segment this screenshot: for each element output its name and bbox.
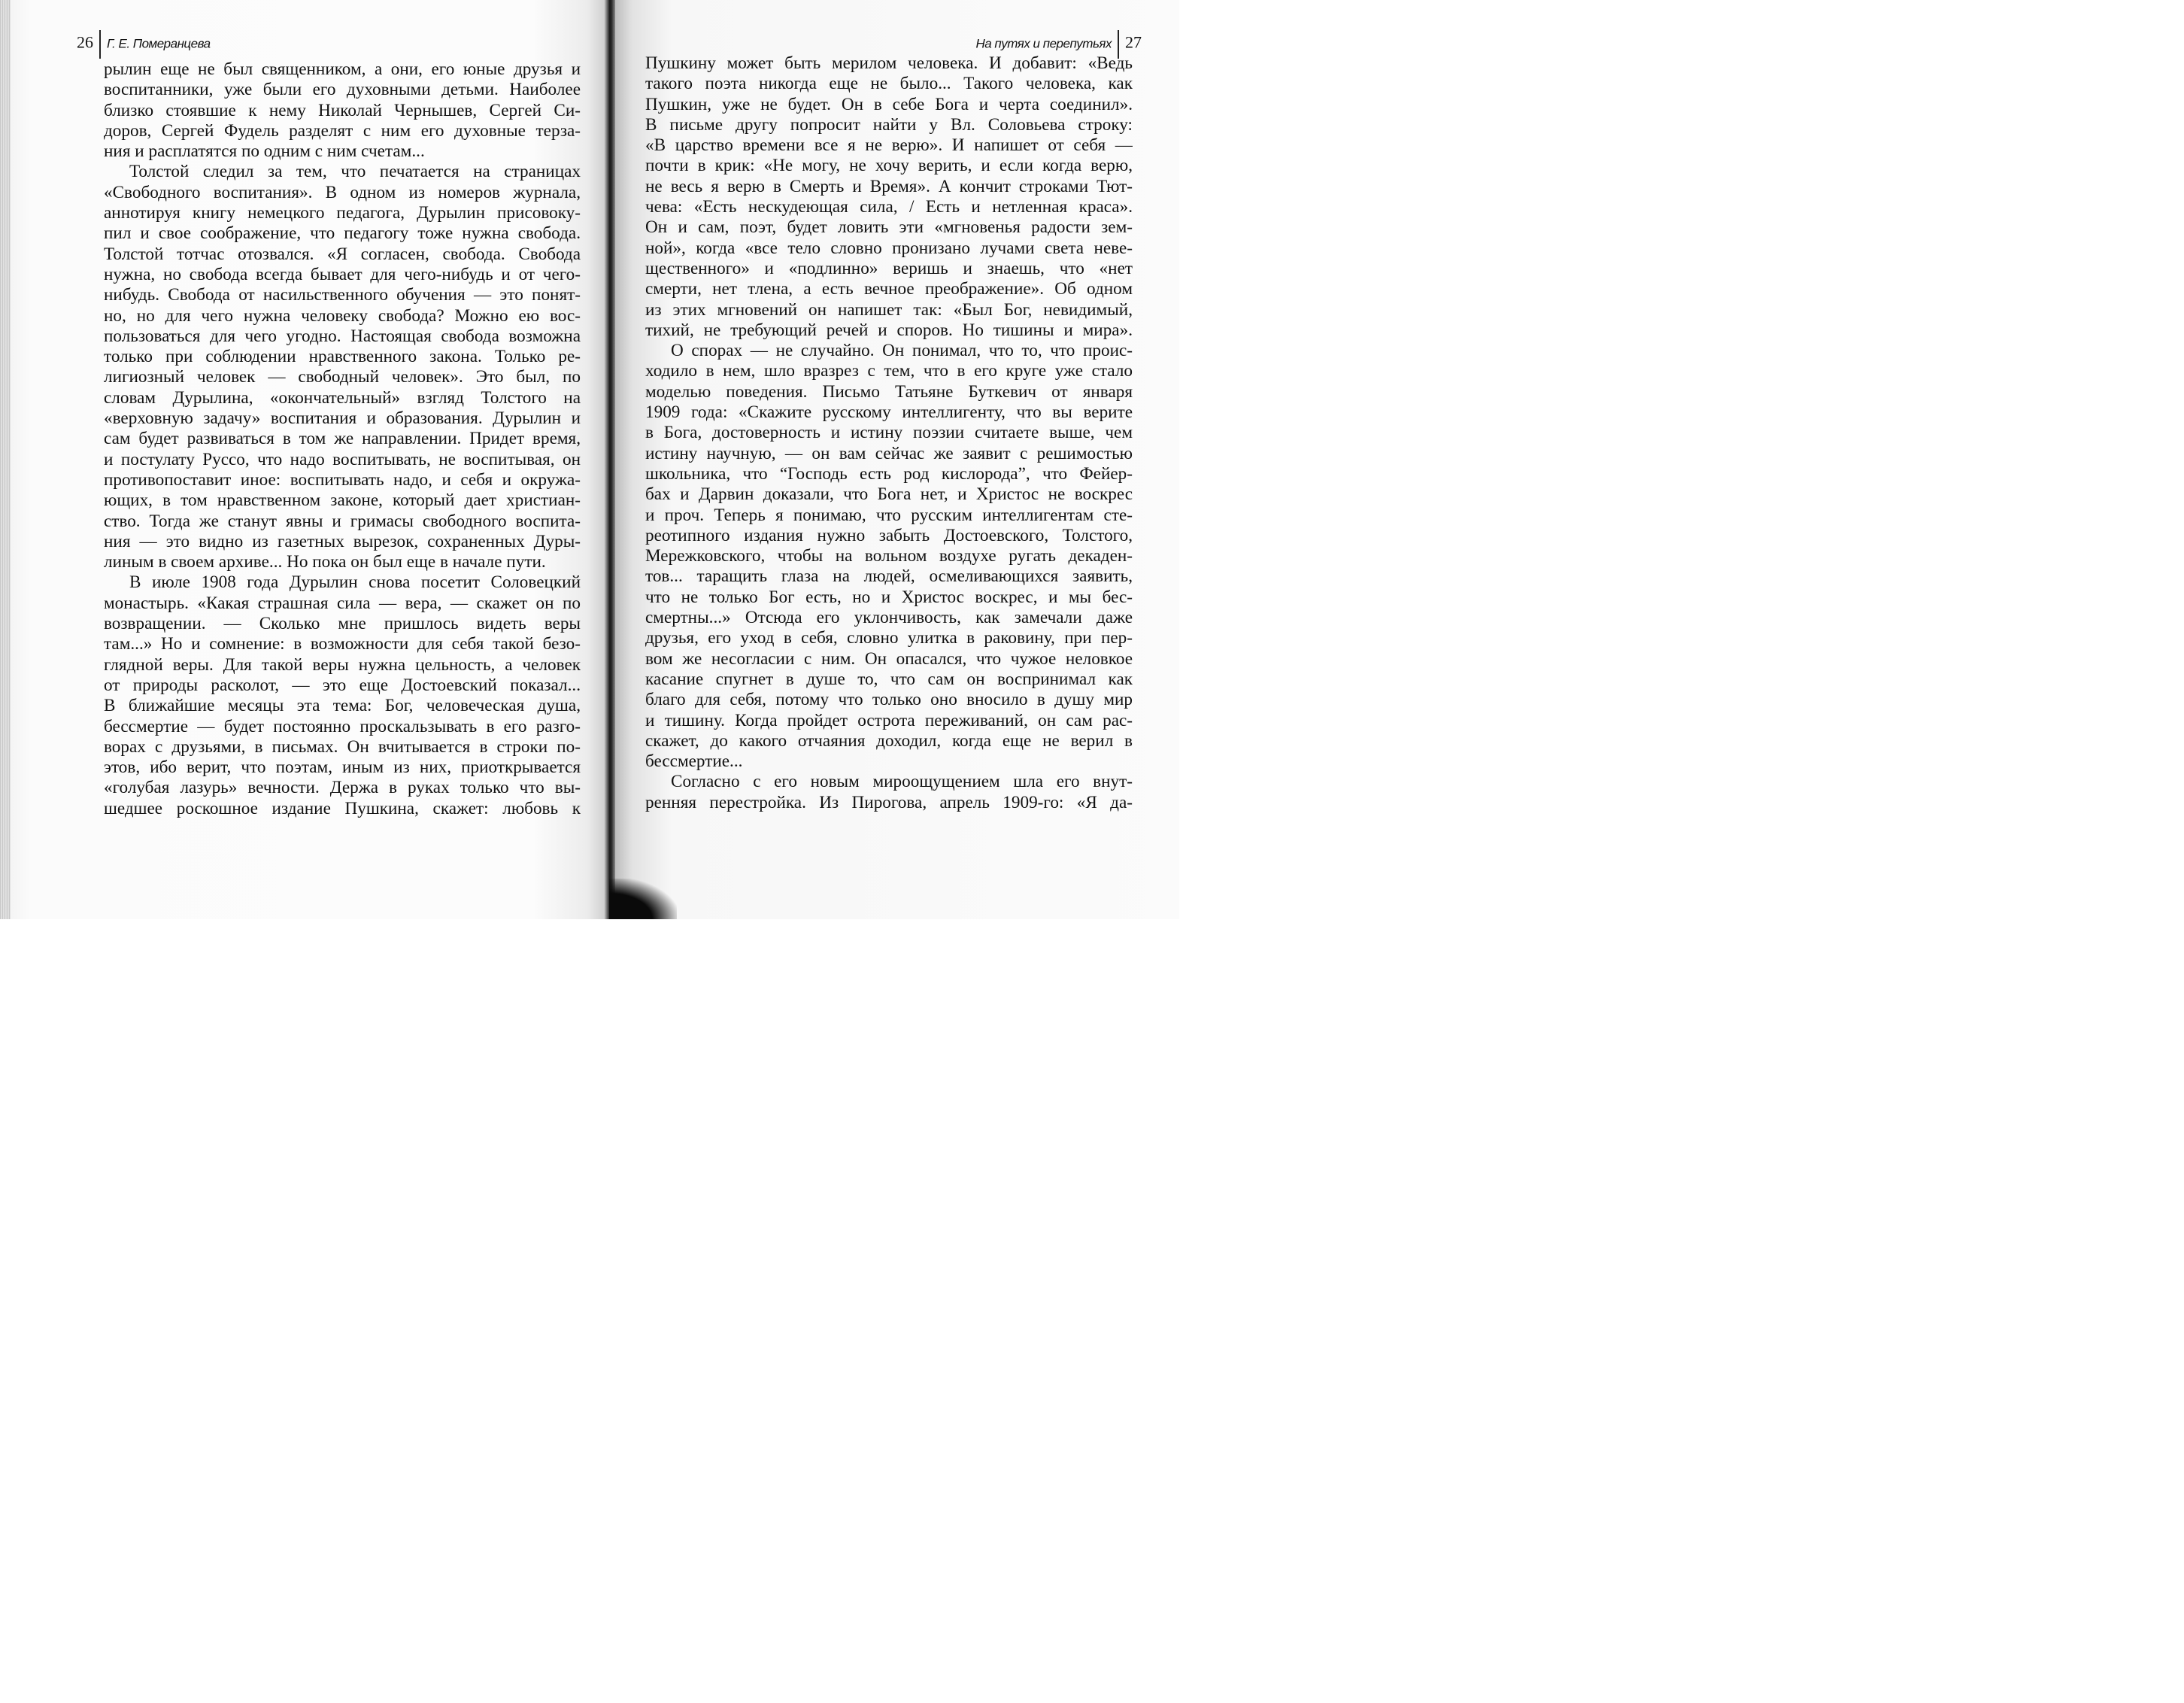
text-line: монастырь. «Какая страшная сила — вера, — скажет он по — [104, 593, 581, 613]
text-line: такого поэта никогда еще не было... Такого человека, как — [645, 74, 1133, 94]
left-page — [0, 0, 605, 919]
text-line: бах и Дарвин доказали, что Бога нет, и Христос не воскрес — [645, 484, 1133, 505]
text-line: нужна, но свобода всегда бывает для чего-нибудь и от чего- — [104, 264, 581, 284]
text-line: бессмертие — будет постоянно проскальзывать в его разго- — [104, 716, 581, 736]
text-line: «В царство времени все я не верю». И напишет от себя — — [645, 135, 1133, 156]
text-line: сам будет развиваться в том же направлении. Придет время, — [104, 429, 581, 449]
text-line: ния и расплатятся по одним с ним счетам... — [104, 141, 425, 162]
left-page-header — [77, 30, 211, 60]
text-line: В июле 1908 года Дурылин снова посетит Соловецкий — [129, 572, 581, 593]
text-line: ющих, в том нравственном законе, который дает христиан- — [104, 490, 581, 511]
text-line: вом же несогласии с ним. Он опасался, что чужое неловкое — [645, 648, 1133, 669]
text-line: глядной веры. Для такой веры нужна цельность, а человек — [104, 654, 581, 675]
text-line: Пушкину может быть мерилом человека. И добавит: «Ведь — [645, 53, 1133, 73]
text-line: школьника, что “Господь есть род кислорода”, что Фейер- — [645, 463, 1133, 484]
left-page-number: 26 — [77, 32, 93, 52]
text-line: возвращении. — Сколько мне пришлось видеть веры — [104, 614, 581, 634]
right-page-text — [645, 53, 1133, 813]
text-line: нибудь. Свобода от насильственного обучения — это понят- — [104, 285, 581, 305]
text-line: моделью поведения. Письмо Татьяне Буткевич от января — [645, 381, 1133, 402]
text-line: ния — это видно из газетных вырезок, сохраненных Дуры- — [104, 531, 581, 551]
text-line: этов, ибо верит, что поэтам, иным из них, приоткрывается — [104, 757, 581, 778]
text-line: В ближайшие месяцы эта тема: Бог, человеческая душа, — [104, 696, 581, 716]
text-line: и проч. Теперь я понимаю, что русским интеллигентам сте- — [645, 505, 1133, 525]
text-line: словам Дурылина, «окончательный» взгляд Толстого на — [104, 387, 581, 408]
text-line: ренняя перестройка. Из Пирогова, апрель 1909-го: «Я да- — [645, 792, 1133, 812]
text-line: противопоставит иное: воспитывать надо, и себя и окружа- — [104, 469, 581, 490]
text-line: воспитанники, уже были его духовными детьми. Наиболее — [104, 80, 581, 100]
text-line: ной», когда «все тело словно пронизано лучами света неве- — [645, 238, 1133, 258]
text-line: истину научную, — он вам сейчас же заявит с решимостью — [645, 443, 1133, 463]
text-line: и постулату Руссо, что надо воспитывать, не воспитывая, он — [104, 449, 581, 469]
text-line: В письме другу попросит найти у Вл. Соловьева строку: — [645, 114, 1133, 135]
text-line: от природы расколот, — это еще Достоевский показал... — [104, 675, 581, 695]
text-line: но, но для чего нужна человеку свобода? Можно ею вос- — [104, 305, 581, 326]
text-line: благо для себя, потому что только оно вносило в душу мир — [645, 690, 1133, 710]
right-page — [615, 0, 1179, 919]
text-line: Толстой тотчас отозвался. «Я согласен, свобода. Свобода — [104, 244, 581, 264]
text-line: из этих мгновений он напишет так: «Был Бог, невидимый, — [645, 299, 1133, 320]
text-line: почти в крик: «Не могу, не хочу верить, и если когда верю, — [645, 156, 1133, 176]
text-line: тов... таращить глаза на людей, осмеливающихся заявить, — [645, 566, 1133, 587]
text-line: ство. Тогда же станут явны и гримасы свободного воспита- — [104, 511, 581, 531]
text-line: смертны...» Отсюда его уклончивость, как замечали даже — [645, 608, 1133, 628]
text-line: Пушкин, уже не будет. Он в себе Бога и черта соединил». — [645, 94, 1133, 114]
text-line: скажет, до какого отчаяния доходил, когда еще не верил в — [645, 730, 1133, 751]
left-running-head: Г. Е. Померанцева — [107, 36, 211, 51]
text-line: Мережковского, чтобы на вольном воздухе ругать декаден- — [645, 546, 1133, 566]
right-running-head: На путях и перепутьях — [975, 36, 1112, 51]
text-line: Толстой следил за тем, что печатается на страницах — [129, 162, 581, 182]
text-line: близко стоявшие к нему Николай Чернышев, Сергей Си- — [104, 100, 581, 120]
header-divider — [99, 30, 101, 59]
text-line: тихий, не требующий речей и споров. Но тишины и мира». — [645, 320, 1133, 340]
text-line: «Свободного воспитания». В одном из номеров журнала, — [104, 182, 581, 202]
text-line: что не только Бог есть, но и Христос воскрес, и мы бес- — [645, 587, 1133, 607]
text-line: чева: «Есть нескудеющая сила, / Есть и нетленная краса». — [645, 197, 1133, 217]
text-line: друзья, его уход в себя, словно улитка в раковину, при пер- — [645, 628, 1133, 648]
text-line: только при соблюдении нравственного закона. Только ре- — [104, 347, 581, 367]
text-line: не весь я верю в Смерть и Время». А кончит строками Тют- — [645, 176, 1133, 196]
text-line: в Бога, достоверность и истину поэзии считаете выше, чем — [645, 423, 1133, 443]
text-line: щественного» и «подлинно» веришь и знаешь, что «нет — [645, 258, 1133, 278]
text-line: шедшее роскошное издание Пушкина, скажет: любовь к — [104, 798, 581, 818]
text-line: Согласно с его новым мироощущением шла его внут- — [671, 772, 1133, 792]
text-line: линым в своем архиве... Но пока он был еще в начале пути. — [104, 552, 546, 572]
page-edges — [0, 0, 11, 919]
text-line: рылин еще не был священником, а они, его юные друзья и — [104, 59, 581, 79]
right-page-number: 27 — [1125, 32, 1142, 52]
left-page-text — [104, 59, 581, 819]
text-line: и тишину. Когда пройдет острота переживаний, он сам рас- — [645, 710, 1133, 730]
text-line: О спорах — не случайно. Он понимал, что то, что проис- — [671, 341, 1133, 361]
text-line: лигиозный человек — свободный человек». Это был, по — [104, 367, 581, 387]
text-line: пил и свое соображение, что педагогу тоже нужна свобода. — [104, 223, 581, 244]
text-line: бессмертие... — [645, 751, 743, 772]
text-line: ходило в нем, шло вразрез с тем, что в его круге уже стало — [645, 361, 1133, 381]
text-line: доров, Сергей Фудель разделят с ним его духовные терза- — [104, 120, 581, 141]
text-line: смерти, нет тлена, а есть вечное преображение». Об одном — [645, 279, 1133, 299]
binding-shadow — [609, 879, 677, 919]
text-line: аннотируя книгу немецкого педагога, Дурылин присовоку- — [104, 203, 581, 223]
text-line: реотипного издания нужно забыть Достоевского, Толстого, — [645, 525, 1133, 545]
text-line: «голубая лазурь» вечности. Держа в руках только что вы- — [104, 778, 581, 798]
text-line: «верховную задачу» воспитания и образования. Дурылин и — [104, 408, 581, 429]
text-line: Он и сам, поэт, будет ловить эти «мгновенья радости зем- — [645, 217, 1133, 238]
text-line: пользоваться для чего угодно. Настоящая свобода возможна — [104, 326, 581, 346]
text-line: 1909 года: «Скажите русскому интеллигенту, что вы верите — [645, 402, 1133, 423]
text-line: касание спугнет в душе то, что сам он воспринимал как — [645, 669, 1133, 689]
text-line: ворах с друзьями, в письмах. Он вчитывается в строки по- — [104, 736, 581, 757]
text-line: там...» Но и сомнение: в возможности для себя такой безо- — [104, 634, 581, 654]
